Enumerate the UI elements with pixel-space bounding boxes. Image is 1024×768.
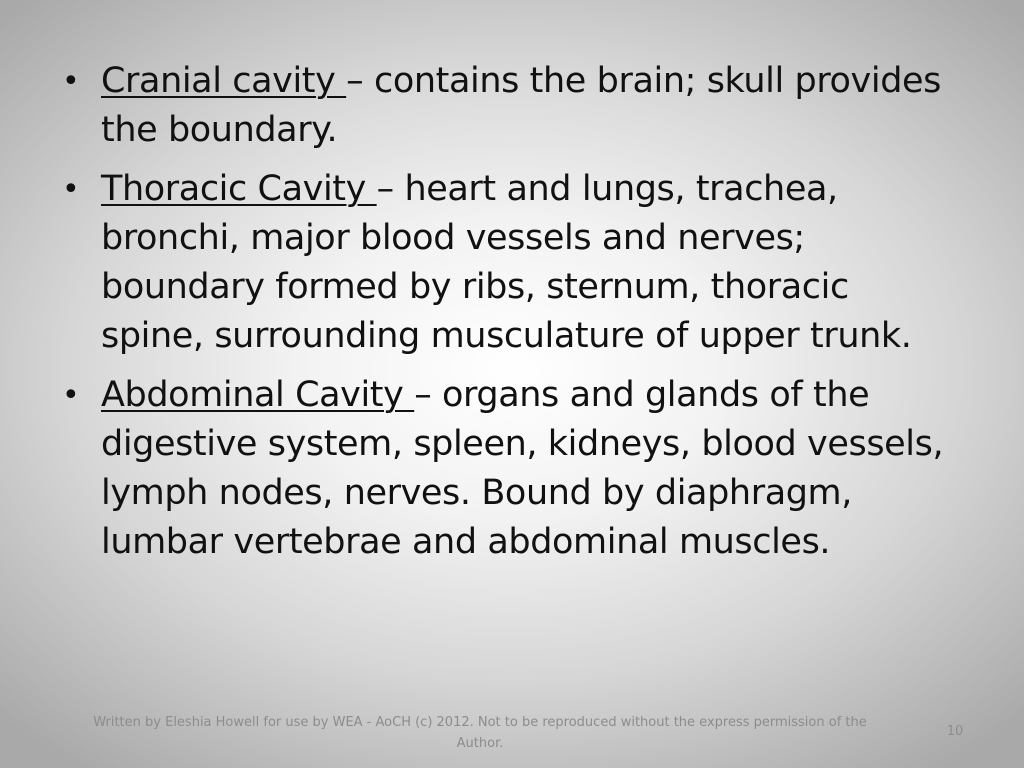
bullet-text: – heart and lungs, trachea, bronchi, major blood vessels and nerves; boundary formed by ribs, sternum, thoracic spine, surrounding musculature of upper trunk.: [101, 169, 912, 356]
term-thoracic-cavity: Thoracic Cavity: [101, 169, 377, 209]
bullet-text: – organs and glands of the digestive system, spleen, kidneys, blood vessels, lymph nodes, nerves. Bound by diaphragm, lumbar vertebrae and abdominal muscles.: [101, 375, 944, 562]
bullet-item-cranial: [60, 57, 960, 155]
bullet-item-thoracic: [60, 165, 960, 361]
term-abdominal-cavity: Abdominal Cavity: [101, 375, 415, 415]
bullet-text: – contains the brain; skull provides the boundary.: [101, 61, 941, 150]
bullet-marker: •: [62, 64, 80, 99]
bullet-marker: •: [62, 378, 80, 413]
bullet-marker: •: [62, 172, 80, 207]
page-number: 10: [946, 724, 964, 739]
footer-copyright: Written by Eleshia Howell for use by WEA - AoCH (c) 2012. Not to be reproduced without the express permission of the Author.: [93, 715, 867, 751]
term-cranial-cavity: Cranial cavity: [101, 61, 347, 101]
bullet-list: [60, 57, 960, 577]
bullet-item-abdominal: [60, 371, 960, 567]
